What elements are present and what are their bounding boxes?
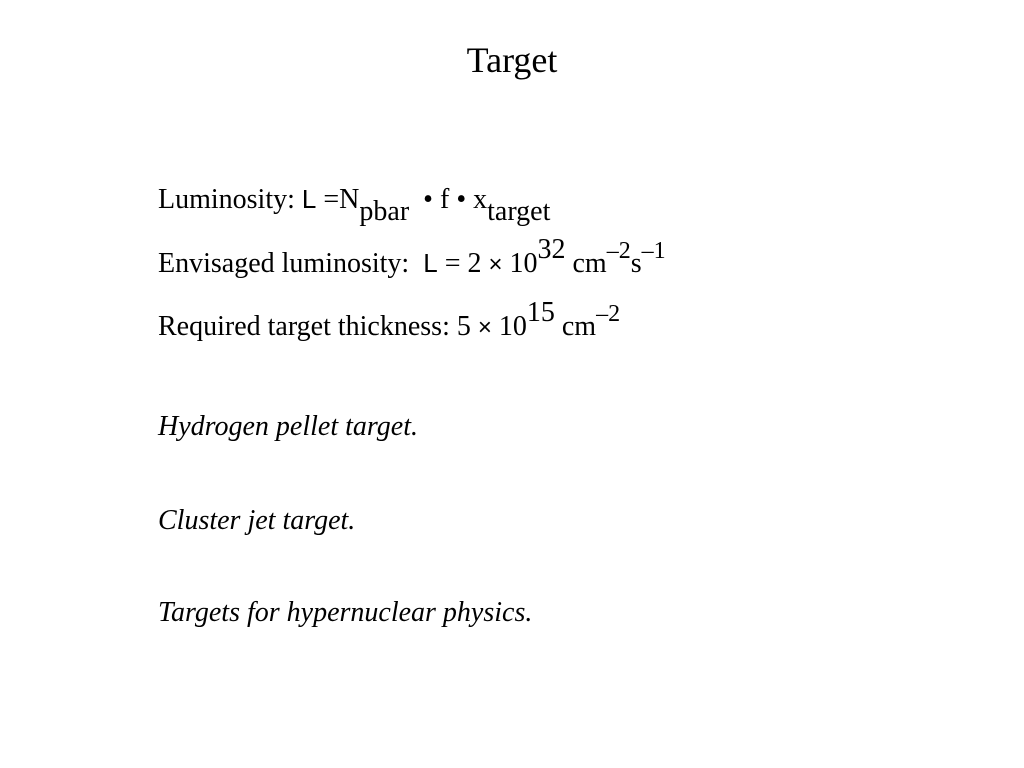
unit-cm-exponent: –2 [596, 301, 621, 327]
luminosity-symbol: L [423, 248, 438, 278]
unit-s: s [630, 248, 642, 279]
slide-title: Target [466, 40, 558, 80]
f-symbol: f [439, 184, 450, 215]
luminosity-symbol: L [301, 184, 317, 214]
unit-s-exponent: –1 [641, 238, 666, 264]
exponent: 15 [526, 297, 555, 328]
times-sign: × [477, 314, 492, 341]
times-sign: × [488, 251, 503, 278]
exponent: 32 [537, 234, 566, 265]
unit-cm: cm [572, 248, 607, 279]
n-subscript: pbar [359, 196, 410, 227]
equals-sign: = [323, 184, 340, 215]
unit-cm: cm [561, 311, 597, 342]
luminosity-formula [158, 182, 551, 227]
item-hydrogen-pellet: Hydrogen pellet target. [158, 411, 418, 442]
item-hypernuclear: Targets for hypernuclear physics. [158, 597, 533, 628]
equals-sign: = [444, 248, 461, 279]
n-symbol: N [339, 184, 360, 215]
x-subscript: target [487, 196, 551, 227]
required-thickness [158, 297, 621, 345]
x-symbol: x [473, 184, 488, 215]
unit-cm-exponent: –2 [606, 238, 631, 264]
luminosity-label: Luminosity: [158, 184, 295, 215]
mantissa: 5 [456, 311, 471, 342]
envisaged-label: Envisaged luminosity: [158, 248, 410, 279]
mantissa: 2 [467, 248, 482, 279]
base: 10 [498, 311, 527, 342]
envisaged-luminosity [158, 234, 666, 282]
base: 10 [509, 248, 538, 279]
bullet-operator: • [423, 184, 433, 215]
item-cluster-jet: Cluster jet target. [158, 505, 356, 536]
required-label: Required target thickness: [158, 311, 450, 342]
bullet-operator: • [456, 184, 467, 215]
